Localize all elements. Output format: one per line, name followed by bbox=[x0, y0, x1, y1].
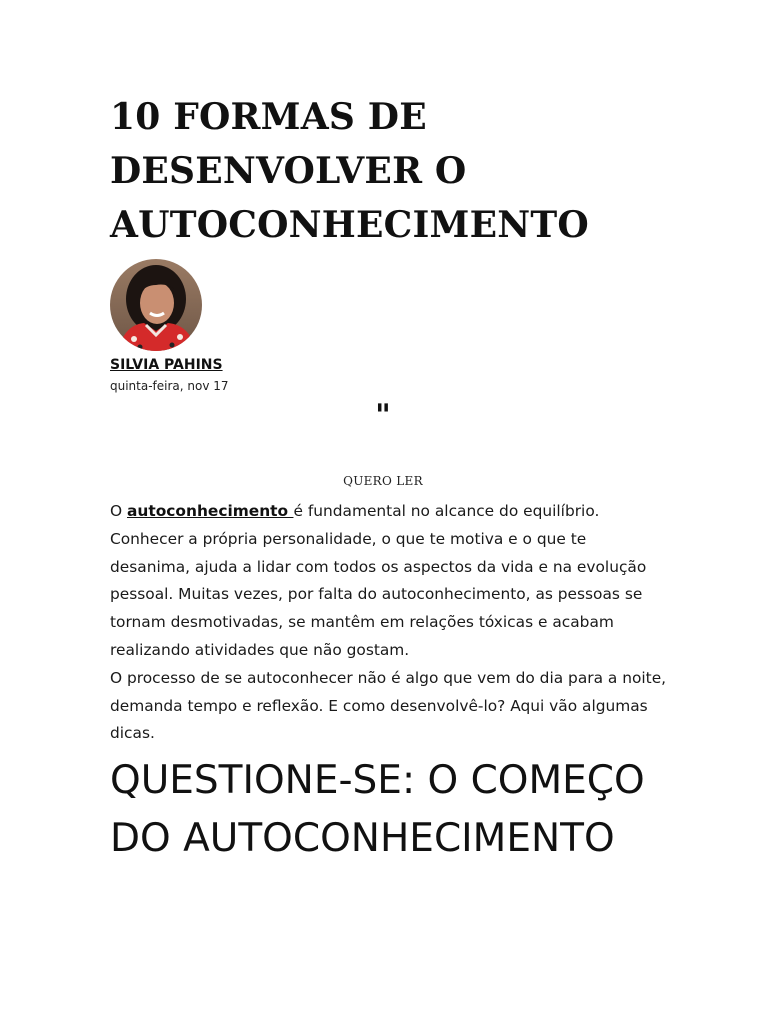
quote-icon: " bbox=[375, 398, 391, 433]
article-body bbox=[110, 498, 670, 748]
author-avatar[interactable] bbox=[110, 259, 202, 351]
paragraph-second: O processo de se autoconhecer não é algo que vem do dia para a noite, demanda tempo e reflexão. E como desenvolvê-lo? Aqui vão algumas dicas. bbox=[110, 668, 667, 743]
section-heading: QUESTIONE-SE: O COMEÇO DO AUTOCONHECIMENTO bbox=[110, 758, 645, 861]
paragraph-rest: é fundamental no alcance do equilíbrio. Conhecer a própria personalidade, o que te motiva e o que te desanima, ajuda a lidar com todos os aspectos da vida e na evolução pessoal. Muitas vezes, por falta do autoconhecimento, as pessoas se tornam desmotivadas, se mantêm em relações tóxicas e acabam realizando atividades que não gostam. bbox=[110, 502, 647, 659]
paragraph-prefix: O bbox=[110, 502, 128, 520]
read-more-link[interactable]: QUERO LER bbox=[343, 474, 423, 488]
publish-date: quinta-feira, nov 17 bbox=[110, 379, 229, 393]
author-name[interactable]: SILVIA PAHINS bbox=[110, 357, 223, 373]
paragraph-intro bbox=[110, 498, 670, 665]
author-photo bbox=[110, 259, 202, 351]
article-title: 10 FORMAS DE DESENVOLVER O AUTOCONHECIMENTO bbox=[110, 96, 589, 246]
autoconhecimento-link[interactable]: autoconhecimento bbox=[127, 502, 294, 520]
